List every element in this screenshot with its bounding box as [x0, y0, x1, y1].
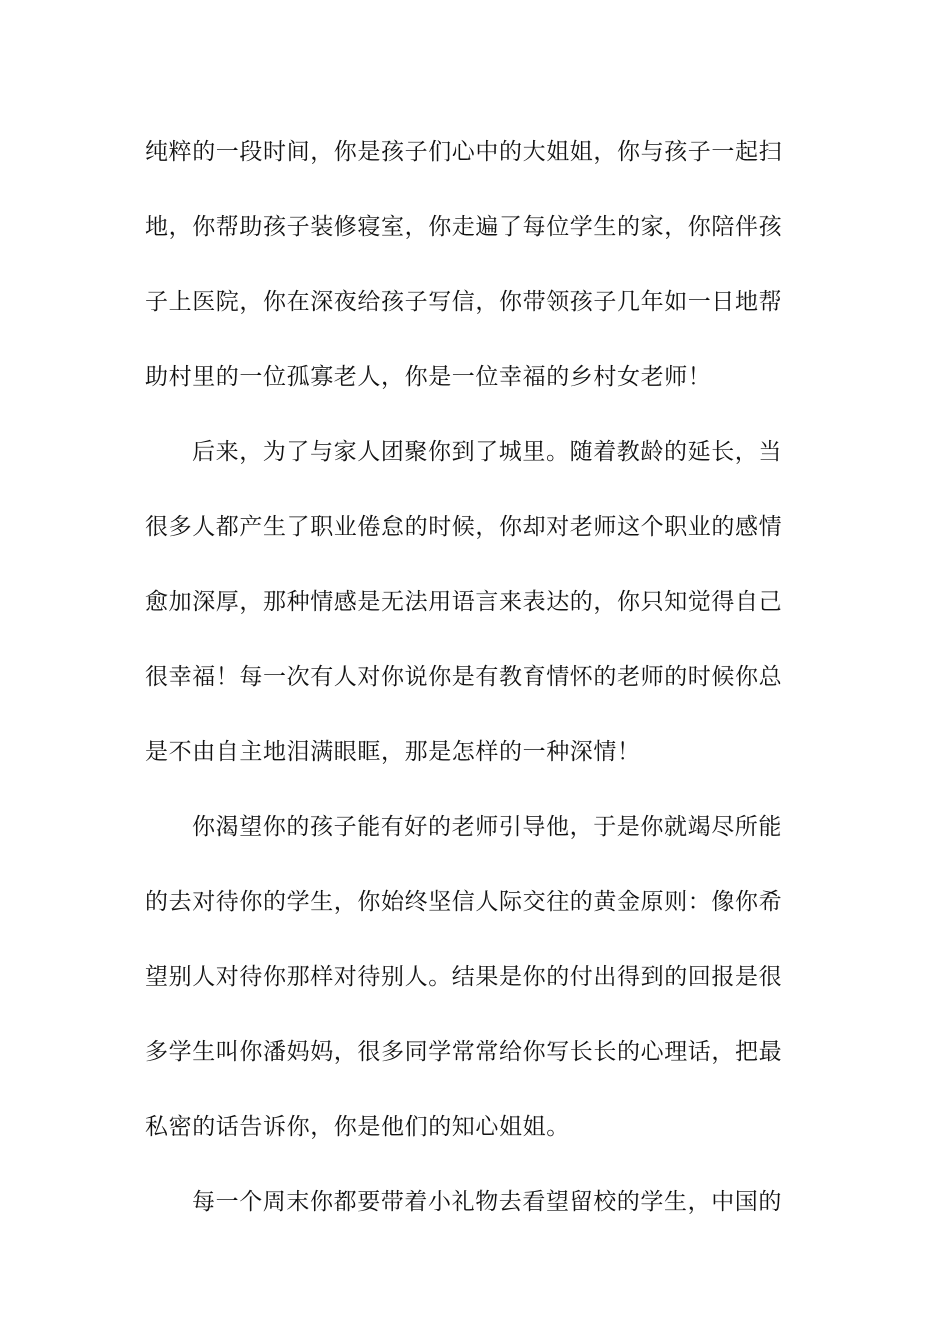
text-line: 后来，为了与家人团聚你到了城里。随着教龄的延长，当 — [192, 439, 782, 465]
text-line: 的去对待你的学生，你始终坚信人际交往的黄金原则：像你希 — [145, 889, 783, 915]
text-line: 每一个周末你都要带着小礼物去看望留校的学生，中国的 — [192, 1189, 782, 1215]
text-line: 多学生叫你潘妈妈，很多同学常常给你写长长的心理话，把最 — [145, 1039, 783, 1065]
text-line: 愈加深厚，那种情感是无法用语言来表达的，你只知觉得自己 — [145, 589, 783, 615]
text-line: 纯粹的一段时间，你是孩子们心中的大姐姐，你与孩子一起扫 — [145, 139, 783, 165]
text-line: 望别人对待你那样对待别人。结果是你的付出得到的回报是很 — [145, 964, 783, 990]
paragraph — [145, 128, 810, 428]
text-line: 助村里的一位孤寡老人，你是一位幸福的乡村女老师！ — [145, 364, 712, 390]
body-text — [145, 128, 810, 1253]
text-line: 私密的话告诉你，你是他们的知心姐姐。 — [145, 1114, 570, 1140]
text-line: 是不由自主地泪满眼眶，那是怎样的一种深情！ — [145, 739, 641, 765]
paragraph — [145, 1178, 810, 1253]
text-line: 很多人都产生了职业倦怠的时候，你却对老师这个职业的感情 — [145, 514, 783, 540]
text-line: 子上医院，你在深夜给孩子写信，你带领孩子几年如一日地帮 — [145, 289, 783, 315]
text-line: 地，你帮助孩子装修寝室，你走遍了每位学生的家，你陪伴孩 — [145, 214, 783, 240]
text-line: 你渴望你的孩子能有好的老师引导他，于是你就竭尽所能 — [192, 814, 782, 840]
paragraph — [145, 428, 810, 803]
paragraph — [145, 803, 810, 1178]
text-line: 很幸福！每一次有人对你说你是有教育情怀的老师的时候你总 — [145, 664, 783, 690]
